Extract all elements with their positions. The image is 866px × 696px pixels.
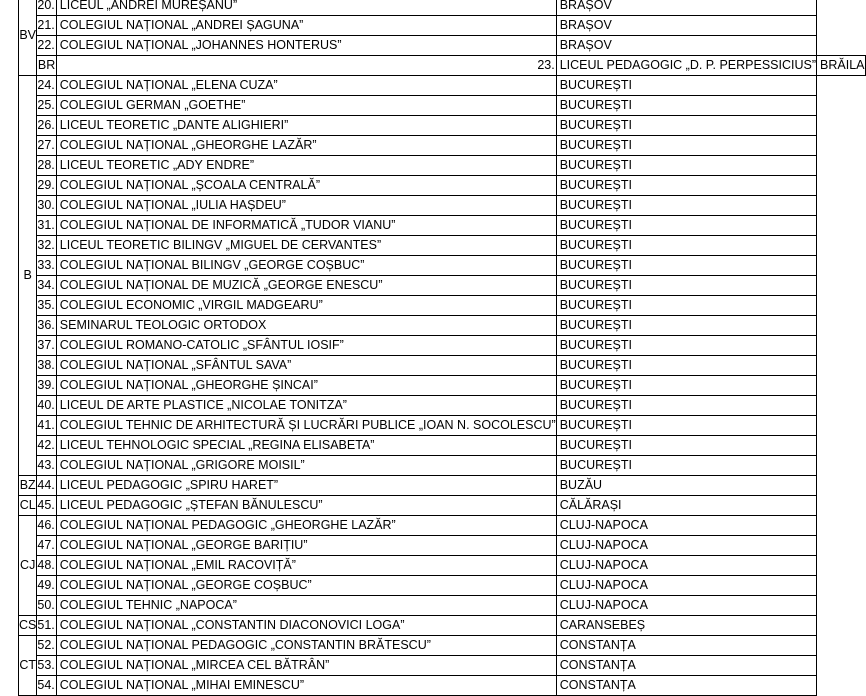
row-number-cell: 49.	[37, 576, 56, 596]
row-number-cell: 23.	[56, 56, 556, 76]
school-name-cell: COLEGIUL NAȚIONAL BILINGV „GEORGE COȘBUC”	[56, 256, 556, 276]
school-name-cell: COLEGIUL GERMAN „GOETHE”	[56, 96, 556, 116]
row-number-cell: 30.	[37, 196, 56, 216]
table-row	[19, 436, 866, 456]
city-cell: BUCUREȘTI	[556, 336, 816, 356]
city-cell: BRAȘOV	[556, 16, 816, 36]
row-number-cell: 48.	[37, 556, 56, 576]
row-number-cell: 34.	[37, 276, 56, 296]
school-name-cell: COLEGIUL NAȚIONAL „SFÂNTUL SAVA”	[56, 356, 556, 376]
table-row	[19, 636, 866, 656]
row-number-cell: 27.	[37, 136, 56, 156]
city-cell: BUCUREȘTI	[556, 296, 816, 316]
row-number-cell: 51.	[37, 616, 56, 636]
row-number-cell: 25.	[37, 96, 56, 116]
school-name-cell: COLEGIUL NAȚIONAL „CONSTANTIN DIACONOVICI LOGA”	[56, 616, 556, 636]
table-row	[19, 296, 866, 316]
city-cell: CONSTANȚA	[556, 656, 816, 676]
school-name-cell: LICEUL PEDAGOGIC „SPIRU HARET”	[56, 476, 556, 496]
table-row	[19, 456, 866, 476]
row-number-cell: 43.	[37, 456, 56, 476]
table-row	[19, 476, 866, 496]
table-row	[19, 576, 866, 596]
table-row	[19, 316, 866, 336]
table-row	[19, 156, 866, 176]
city-cell: CLUJ-NAPOCA	[556, 516, 816, 536]
table-row	[19, 16, 866, 36]
city-cell: BUCUREȘTI	[556, 436, 816, 456]
city-cell: CONSTANȚA	[556, 636, 816, 656]
county-code-cell: CJ	[19, 516, 37, 616]
table-row	[19, 116, 866, 136]
city-cell: CLUJ-NAPOCA	[556, 596, 816, 616]
school-name-cell: COLEGIUL NAȚIONAL „ELENA CUZA”	[56, 76, 556, 96]
city-cell: BUCUREȘTI	[556, 256, 816, 276]
table-row	[19, 96, 866, 116]
county-code-cell: CS	[19, 616, 37, 636]
city-cell: CLUJ-NAPOCA	[556, 556, 816, 576]
county-code-cell: B	[19, 76, 37, 476]
row-number-cell: 52.	[37, 636, 56, 656]
city-cell: BUCUREȘTI	[556, 196, 816, 216]
row-number-cell: 21.	[37, 16, 56, 36]
school-name-cell: LICEUL TEORETIC BILINGV „MIGUEL DE CERVANTES”	[56, 236, 556, 256]
table-row	[19, 216, 866, 236]
school-name-cell: LICEUL PEDAGOGIC „ȘTEFAN BĂNULESCU”	[56, 496, 556, 516]
row-number-cell: 37.	[37, 336, 56, 356]
school-name-cell: LICEUL TEORETIC „ADY ENDRE”	[56, 156, 556, 176]
city-cell: BRAȘOV	[556, 36, 816, 56]
table-row	[19, 616, 866, 636]
city-cell: BUCUREȘTI	[556, 376, 816, 396]
city-cell: BUCUREȘTI	[556, 176, 816, 196]
city-cell: BUCUREȘTI	[556, 156, 816, 176]
table-row	[19, 136, 866, 156]
school-name-cell: COLEGIUL TEHNIC DE ARHITECTURĂ ȘI LUCRĂRI PUBLICE „IOAN N. SOCOLESCU”	[56, 416, 556, 436]
table-row	[19, 416, 866, 436]
county-code-cell: CT	[19, 636, 37, 696]
city-cell: BUCUREȘTI	[556, 216, 816, 236]
schools-table	[18, 0, 866, 696]
city-cell: BUCUREȘTI	[556, 356, 816, 376]
table-row	[19, 56, 866, 76]
table-row	[19, 196, 866, 216]
table-row	[19, 0, 866, 16]
table-row	[19, 556, 866, 576]
school-name-cell: COLEGIUL NAȚIONAL „ȘCOALA CENTRALĂ”	[56, 176, 556, 196]
school-name-cell: COLEGIUL NAȚIONAL PEDAGOGIC „CONSTANTIN BRĂTESCU”	[56, 636, 556, 656]
city-cell: BUCUREȘTI	[556, 316, 816, 336]
row-number-cell: 46.	[37, 516, 56, 536]
school-name-cell: COLEGIUL NAȚIONAL „IULIA HAȘDEU”	[56, 196, 556, 216]
city-cell: BUZĂU	[556, 476, 816, 496]
row-number-cell: 26.	[37, 116, 56, 136]
row-number-cell: 29.	[37, 176, 56, 196]
table-row	[19, 596, 866, 616]
table-row	[19, 376, 866, 396]
row-number-cell: 42.	[37, 436, 56, 456]
city-cell: BUCUREȘTI	[556, 136, 816, 156]
city-cell: BUCUREȘTI	[556, 416, 816, 436]
table-row	[19, 36, 866, 56]
county-code-cell: BR	[37, 56, 56, 76]
row-number-cell: 38.	[37, 356, 56, 376]
table-row	[19, 256, 866, 276]
row-number-cell: 22.	[37, 36, 56, 56]
row-number-cell: 35.	[37, 296, 56, 316]
table-row	[19, 336, 866, 356]
row-number-cell: 39.	[37, 376, 56, 396]
table-row	[19, 536, 866, 556]
school-name-cell: LICEUL TEHNOLOGIC SPECIAL „REGINA ELISABETA”	[56, 436, 556, 456]
table-row	[19, 236, 866, 256]
school-name-cell: COLEGIUL NAȚIONAL „GHEORGHE LAZĂR”	[56, 136, 556, 156]
city-cell: BUCUREȘTI	[556, 76, 816, 96]
school-name-cell: COLEGIUL NAȚIONAL „GRIGORE MOISIL”	[56, 456, 556, 476]
school-name-cell: LICEUL TEORETIC „DANTE ALIGHIERI”	[56, 116, 556, 136]
school-name-cell: COLEGIUL NAȚIONAL „GEORGE BARIȚIU”	[56, 536, 556, 556]
city-cell: BRAȘOV	[556, 0, 816, 16]
county-code-cell: CL	[19, 496, 37, 516]
city-cell: CLUJ-NAPOCA	[556, 536, 816, 556]
school-name-cell: COLEGIUL NAȚIONAL „EMIL RACOVIȚĂ”	[56, 556, 556, 576]
city-cell: BUCUREȘTI	[556, 96, 816, 116]
row-number-cell: 41.	[37, 416, 56, 436]
table-row	[19, 396, 866, 416]
school-name-cell: COLEGIUL NAȚIONAL „GHEORGHE ȘINCAI”	[56, 376, 556, 396]
city-cell: CLUJ-NAPOCA	[556, 576, 816, 596]
city-cell: CONSTANȚA	[556, 676, 816, 696]
table-row	[19, 76, 866, 96]
row-number-cell: 20.	[37, 0, 56, 16]
row-number-cell: 24.	[37, 76, 56, 96]
school-name-cell: COLEGIUL NAȚIONAL „MIRCEA CEL BĂTRÂN”	[56, 656, 556, 676]
row-number-cell: 40.	[37, 396, 56, 416]
school-name-cell: LICEUL DE ARTE PLASTICE „NICOLAE TONITZA”	[56, 396, 556, 416]
county-code-cell: BZ	[19, 476, 37, 496]
row-number-cell: 45.	[37, 496, 56, 516]
school-name-cell: COLEGIUL NAȚIONAL DE INFORMATICĂ „TUDOR VIANU”	[56, 216, 556, 236]
county-code-cell: BV	[19, 0, 37, 76]
school-name-cell: COLEGIUL NAȚIONAL PEDAGOGIC „GHEORGHE LAZĂR”	[56, 516, 556, 536]
row-number-cell: 33.	[37, 256, 56, 276]
school-name-cell: SEMINARUL TEOLOGIC ORTODOX	[56, 316, 556, 336]
city-cell: BRĂILA	[817, 56, 865, 76]
table-row	[19, 356, 866, 376]
row-number-cell: 44.	[37, 476, 56, 496]
city-cell: BUCUREȘTI	[556, 276, 816, 296]
school-name-cell: COLEGIUL NAȚIONAL DE MUZICĂ „GEORGE ENESCU”	[56, 276, 556, 296]
row-number-cell: 53.	[37, 656, 56, 676]
city-cell: CĂLĂRAȘI	[556, 496, 816, 516]
school-name-cell: COLEGIUL ECONOMIC „VIRGIL MADGEARU”	[56, 296, 556, 316]
row-number-cell: 31.	[37, 216, 56, 236]
table-row	[19, 276, 866, 296]
table-row	[19, 676, 866, 696]
row-number-cell: 50.	[37, 596, 56, 616]
schools-table-body	[19, 0, 866, 696]
table-row	[19, 656, 866, 676]
city-cell: BUCUREȘTI	[556, 236, 816, 256]
school-name-cell: COLEGIUL NAȚIONAL „ANDREI ȘAGUNA”	[56, 16, 556, 36]
city-cell: BUCUREȘTI	[556, 116, 816, 136]
table-row	[19, 496, 866, 516]
row-number-cell: 54.	[37, 676, 56, 696]
table-row	[19, 516, 866, 536]
row-number-cell: 28.	[37, 156, 56, 176]
city-cell: CARANSEBEȘ	[556, 616, 816, 636]
row-number-cell: 36.	[37, 316, 56, 336]
row-number-cell: 47.	[37, 536, 56, 556]
school-name-cell: COLEGIUL NAȚIONAL „GEORGE COȘBUC”	[56, 576, 556, 596]
row-number-cell: 32.	[37, 236, 56, 256]
school-name-cell: COLEGIUL NAȚIONAL „MIHAI EMINESCU”	[56, 676, 556, 696]
school-name-cell: LICEUL PEDAGOGIC „D. P. PERPESSICIUS”	[556, 56, 816, 76]
school-name-cell: LICEUL „ANDREI MUREȘANU”	[56, 0, 556, 16]
table-row	[19, 176, 866, 196]
school-name-cell: COLEGIUL ROMANO-CATOLIC „SFÂNTUL IOSIF”	[56, 336, 556, 356]
city-cell: BUCUREȘTI	[556, 396, 816, 416]
school-name-cell: COLEGIUL NAȚIONAL „JOHANNES HONTERUS”	[56, 36, 556, 56]
city-cell: BUCUREȘTI	[556, 456, 816, 476]
school-name-cell: COLEGIUL TEHNIC „NAPOCA”	[56, 596, 556, 616]
